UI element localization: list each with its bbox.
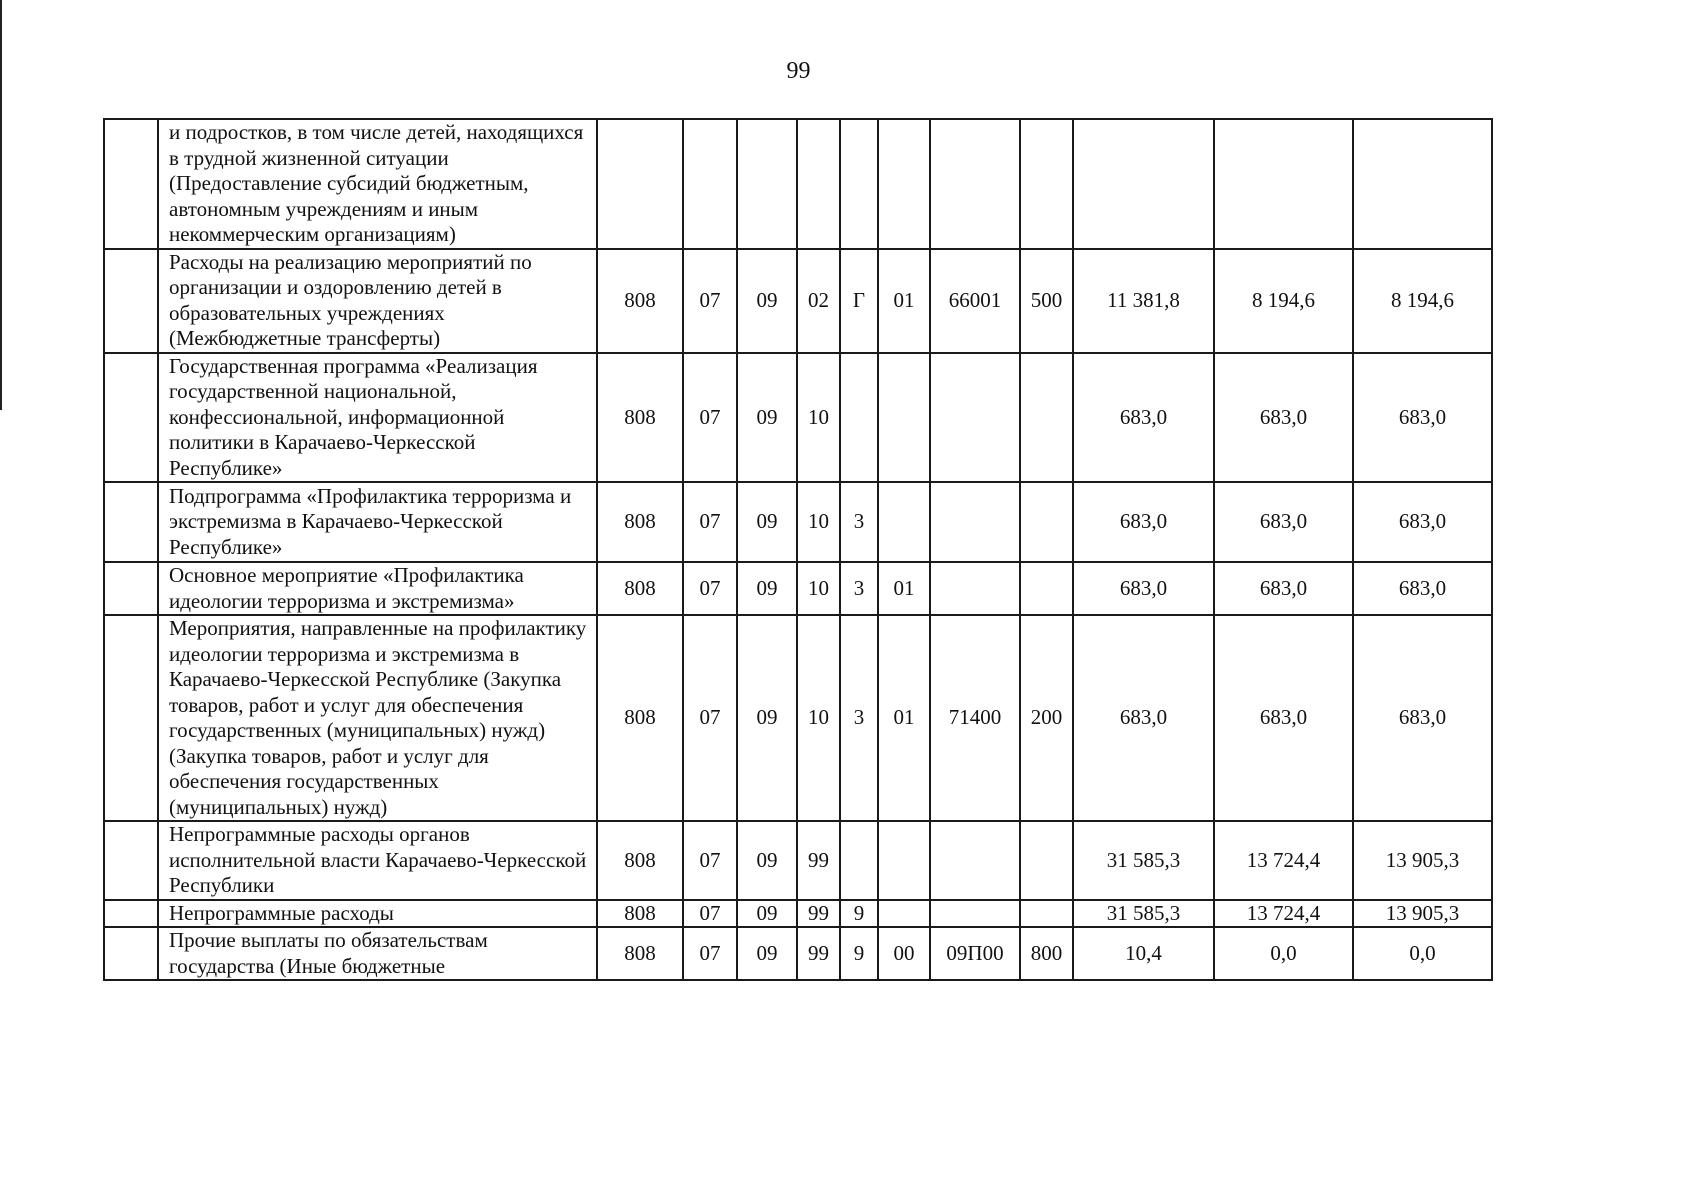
amount-year-3-cell: 683,0	[1353, 562, 1492, 615]
amount-year-2-cell: 13 724,4	[1214, 900, 1353, 928]
row-index-cell	[104, 562, 158, 615]
expense-name-cell: и подростков, в том числе детей, находящихся в трудной жизненной ситуации (Предоставление субсидий бюджетным, автономным учреждениям и иным некоммерческим организациям)	[158, 119, 597, 249]
subsection-code-cell: 09	[737, 482, 797, 562]
expense-type-code-cell	[1020, 900, 1073, 928]
table-row	[104, 353, 1492, 483]
admin-code-cell: 808	[597, 615, 683, 821]
amount-year-3-cell: 683,0	[1353, 353, 1492, 483]
expense-type-code-cell	[1020, 482, 1073, 562]
subsection-code-cell: 09	[737, 821, 797, 900]
direction-code-cell	[930, 562, 1020, 615]
amount-year-1-cell: 683,0	[1073, 353, 1214, 483]
expense-type-code-cell	[1020, 119, 1073, 249]
direction-code-cell	[930, 353, 1020, 483]
amount-year-2-cell: 8 194,6	[1214, 249, 1353, 353]
subsection-code-cell: 09	[737, 927, 797, 980]
section-code-cell: 07	[683, 249, 737, 353]
budget-table	[103, 118, 1493, 981]
subsection-code-cell: 09	[737, 615, 797, 821]
admin-code-cell: 808	[597, 562, 683, 615]
admin-code-cell	[597, 119, 683, 249]
amount-year-2-cell: 13 724,4	[1214, 821, 1353, 900]
amount-year-1-cell: 10,4	[1073, 927, 1214, 980]
amount-year-3-cell: 8 194,6	[1353, 249, 1492, 353]
expense-type-code-cell	[1020, 353, 1073, 483]
subprogram-code-cell: 3	[840, 562, 878, 615]
section-code-cell: 07	[683, 900, 737, 928]
direction-code-cell: 09П00	[930, 927, 1020, 980]
table-row	[104, 927, 1492, 980]
expense-type-code-cell: 500	[1020, 249, 1073, 353]
direction-code-cell: 71400	[930, 615, 1020, 821]
subprogram-code-cell	[840, 821, 878, 900]
event-code-cell	[878, 482, 930, 562]
direction-code-cell	[930, 821, 1020, 900]
admin-code-cell: 808	[597, 900, 683, 928]
admin-code-cell: 808	[597, 482, 683, 562]
row-index-cell	[104, 119, 158, 249]
event-code-cell: 01	[878, 562, 930, 615]
amount-year-3-cell: 13 905,3	[1353, 900, 1492, 928]
row-index-cell	[104, 927, 158, 980]
event-code-cell: 01	[878, 615, 930, 821]
amount-year-1-cell: 11 381,8	[1073, 249, 1214, 353]
expense-name-cell: Мероприятия, направленные на профилактику идеологии терроризма и экстремизма в Карачаево-Черкесской Республике (Закупка товаров, работ и услуг для обеспечения государственных (муниципальных) нужд) (Закупка товаров, работ и услуг для обеспечения государственных (муниципальных) нужд)	[158, 615, 597, 821]
program-code-cell: 99	[797, 927, 840, 980]
subsection-code-cell: 09	[737, 249, 797, 353]
event-code-cell: 01	[878, 249, 930, 353]
amount-year-3-cell: 683,0	[1353, 615, 1492, 821]
table-row	[104, 615, 1492, 821]
row-index-cell	[104, 353, 158, 483]
row-index-cell	[104, 482, 158, 562]
subprogram-code-cell	[840, 353, 878, 483]
amount-year-2-cell	[1214, 119, 1353, 249]
page-number: 99	[786, 58, 811, 84]
subprogram-code-cell: 9	[840, 927, 878, 980]
subsection-code-cell: 09	[737, 353, 797, 483]
admin-code-cell: 808	[597, 353, 683, 483]
table-row	[104, 249, 1492, 353]
subsection-code-cell	[737, 119, 797, 249]
program-code-cell: 02	[797, 249, 840, 353]
event-code-cell	[878, 900, 930, 928]
section-code-cell	[683, 119, 737, 249]
table-row	[104, 900, 1492, 928]
direction-code-cell: 66001	[930, 249, 1020, 353]
expense-name-cell: Расходы на реализацию мероприятий по организации и оздоровлению детей в образовательных учреждениях (Межбюджетные трансферты)	[158, 249, 597, 353]
table-row	[104, 821, 1492, 900]
row-index-cell	[104, 249, 158, 353]
row-index-cell	[104, 615, 158, 821]
expense-type-code-cell: 200	[1020, 615, 1073, 821]
subprogram-code-cell: 3	[840, 615, 878, 821]
subprogram-code-cell	[840, 119, 878, 249]
expense-type-code-cell	[1020, 562, 1073, 615]
subprogram-code-cell: 3	[840, 482, 878, 562]
amount-year-3-cell: 13 905,3	[1353, 821, 1492, 900]
admin-code-cell: 808	[597, 249, 683, 353]
subprogram-code-cell: 9	[840, 900, 878, 928]
row-index-cell	[104, 900, 158, 928]
program-code-cell	[797, 119, 840, 249]
section-code-cell: 07	[683, 927, 737, 980]
amount-year-1-cell: 683,0	[1073, 482, 1214, 562]
amount-year-2-cell: 683,0	[1214, 615, 1353, 821]
program-code-cell: 10	[797, 562, 840, 615]
expense-type-code-cell	[1020, 821, 1073, 900]
subprogram-code-cell: Г	[840, 249, 878, 353]
amount-year-1-cell: 683,0	[1073, 615, 1214, 821]
direction-code-cell	[930, 900, 1020, 928]
amount-year-3-cell	[1353, 119, 1492, 249]
admin-code-cell: 808	[597, 821, 683, 900]
expense-name-cell: Непрограммные расходы органов исполнительной власти Карачаево-Черкесской Республики	[158, 821, 597, 900]
amount-year-1-cell: 683,0	[1073, 562, 1214, 615]
expense-name-cell: Подпрограмма «Профилактика терроризма и экстремизма в Карачаево-Черкесской Республике»	[158, 482, 597, 562]
section-code-cell: 07	[683, 562, 737, 615]
event-code-cell	[878, 821, 930, 900]
event-code-cell: 00	[878, 927, 930, 980]
program-code-cell: 10	[797, 353, 840, 483]
admin-code-cell: 808	[597, 927, 683, 980]
program-code-cell: 10	[797, 615, 840, 821]
expense-name-cell: Прочие выплаты по обязательствам государства (Иные бюджетные	[158, 927, 597, 980]
amount-year-2-cell: 0,0	[1214, 927, 1353, 980]
table-row	[104, 119, 1492, 249]
subsection-code-cell: 09	[737, 562, 797, 615]
amount-year-3-cell: 683,0	[1353, 482, 1492, 562]
subsection-code-cell: 09	[737, 900, 797, 928]
event-code-cell	[878, 353, 930, 483]
program-code-cell: 99	[797, 900, 840, 928]
expense-type-code-cell: 800	[1020, 927, 1073, 980]
section-code-cell: 07	[683, 821, 737, 900]
direction-code-cell	[930, 119, 1020, 249]
amount-year-1-cell: 31 585,3	[1073, 900, 1214, 928]
direction-code-cell	[930, 482, 1020, 562]
program-code-cell: 99	[797, 821, 840, 900]
event-code-cell	[878, 119, 930, 249]
section-code-cell: 07	[683, 615, 737, 821]
expense-name-cell: Основное мероприятие «Профилактика идеологии терроризма и экстремизма»	[158, 562, 597, 615]
amount-year-2-cell: 683,0	[1214, 482, 1353, 562]
program-code-cell: 10	[797, 482, 840, 562]
amount-year-2-cell: 683,0	[1214, 353, 1353, 483]
table-row	[104, 562, 1492, 615]
section-code-cell: 07	[683, 353, 737, 483]
table-row	[104, 482, 1492, 562]
amount-year-3-cell: 0,0	[1353, 927, 1492, 980]
amount-year-2-cell: 683,0	[1214, 562, 1353, 615]
amount-year-1-cell	[1073, 119, 1214, 249]
expense-name-cell: Государственная программа «Реализация государственной национальной, конфессиональной, информационной политики в Карачаево-Черкесской Республике»	[158, 353, 597, 483]
row-index-cell	[104, 821, 158, 900]
amount-year-1-cell: 31 585,3	[1073, 821, 1214, 900]
section-code-cell: 07	[683, 482, 737, 562]
expense-name-cell: Непрограммные расходы	[158, 900, 597, 928]
